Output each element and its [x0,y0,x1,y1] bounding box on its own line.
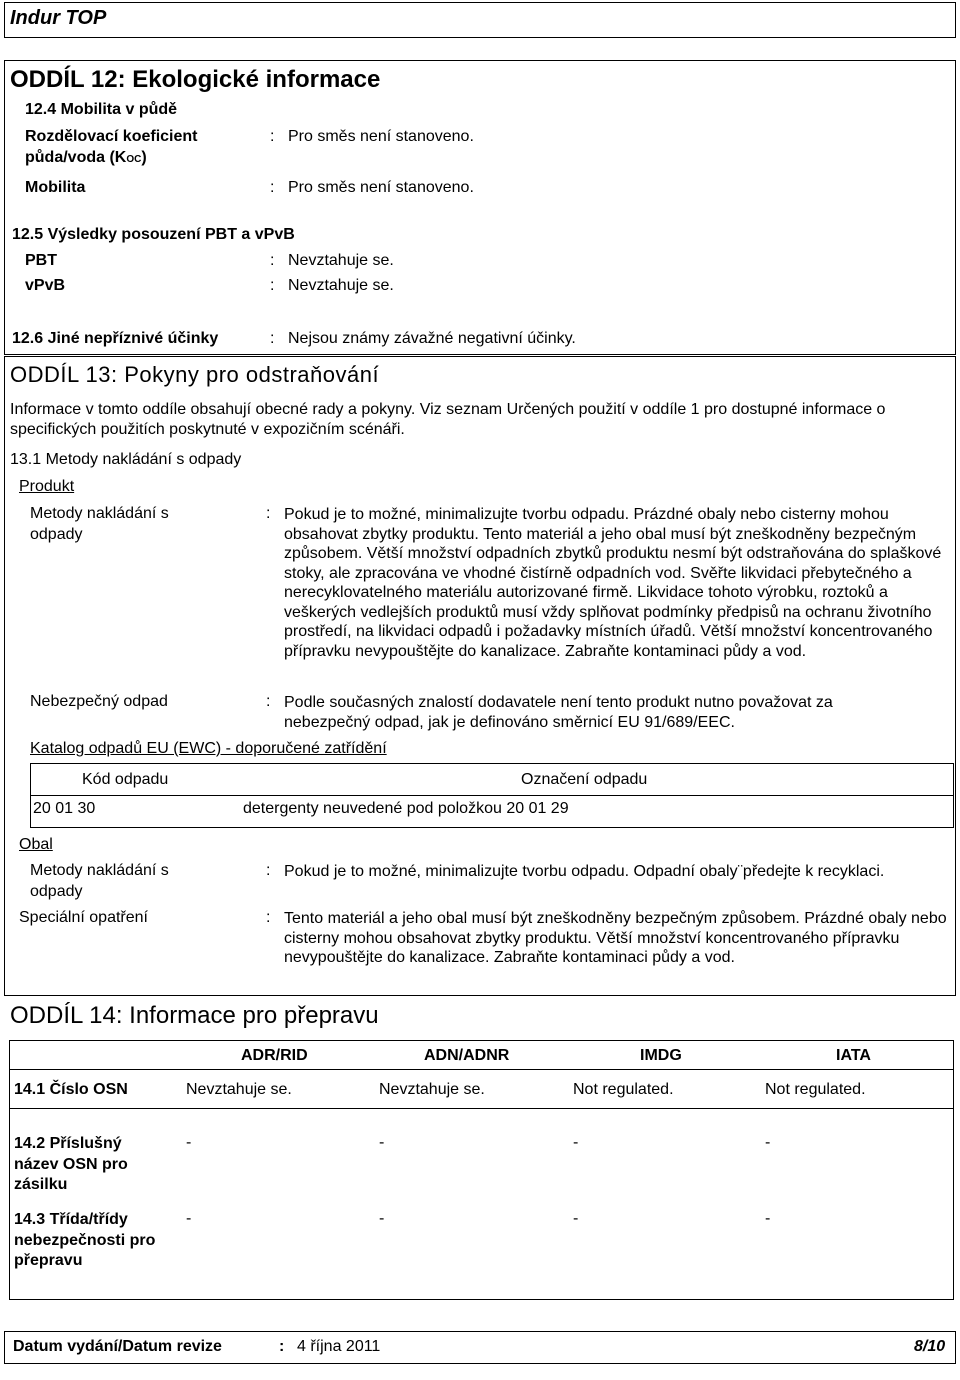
ewc-header-name: Označení odpadu [521,771,648,788]
specialni-text: Tento materiál a jeho obal musí být zneškodněny bezpečným způsobem. Prázdné obaly nebo cisterny mohou obsahovat zbytky produktu. Větší množství koncentrovaného přípravku nevypouštějte do kanalizace. Zabraňte kontaminaci půdy a vod. [284,910,947,966]
produkt-heading: Produkt [19,478,75,495]
pbt-label: PBT [25,252,57,269]
transport-header-adn: ADN/ADNR [424,1047,510,1064]
mobilita-value: Pro směs není stanoveno. [288,179,474,196]
ewc-header-code: Kód odpadu [82,771,169,788]
section-13-heading: ODDÍL 13: Pokyny pro odstraňování [10,362,380,387]
specialni-label: Speciální opatření [19,909,148,926]
nebezpecny-colon: : [266,693,271,710]
footer-label: Datum vydání/Datum revize [13,1338,222,1355]
koc-label-line1: Rozdělovací koeficient [25,128,198,145]
footer-colon: : [279,1338,285,1355]
specialni-colon: : [266,909,271,926]
nebezpecny-label: Nebezpečný odpad [30,693,168,710]
pbt-colon: : [270,252,275,269]
vpvb-label: vPvB [25,277,66,294]
mobilita-label: Mobilita [25,179,86,196]
transport-header-imdg: IMDG [640,1047,682,1064]
transport-row-1-label: 14.1 Číslo OSN [14,1081,128,1098]
transport-row-1-divider [9,1108,954,1109]
transport-row-2-label: 14.2 Příslušný název OSN pro zásilku [14,1135,128,1193]
section-13-intro: Informace v tomto oddíle obsahují obecné rady a pokyny. Viz seznam Určených použití v oddíle 1 pro dostupné informace o specifických použitích poskytnuté v expozičním scénáři. [10,401,886,438]
vpvb-colon: : [270,277,275,294]
transport-row-2-adn: - [379,1134,385,1151]
transport-header-iata: IATA [836,1047,871,1064]
transport-row-1-iata: Not regulated. [765,1081,866,1098]
transport-header-divider [9,1069,954,1070]
koc-colon: : [270,128,275,145]
transport-row-3-adn: - [379,1210,385,1227]
transport-row-3-iata: - [765,1210,771,1227]
section-14-heading: ODDÍL 14: Informace pro přepravu [10,1002,379,1029]
transport-row-2-iata: - [765,1134,771,1151]
transport-row-2-adr: - [186,1134,192,1151]
subsection-12-6-colon: : [270,330,275,347]
ewc-row-code: 20 01 30 [33,800,96,817]
transport-row-1-imdg: Not regulated. [573,1081,674,1098]
subsection-12-4: 12.4 Mobilita v půdě [25,101,178,118]
transport-row-1-adn: Nevztahuje se. [379,1081,485,1098]
katalog-heading: Katalog odpadů EU (EWC) - doporučené zatřídění [30,740,387,757]
transport-row-3-adr: - [186,1210,192,1227]
transport-row-1-adr: Nevztahuje se. [186,1081,292,1098]
nebezpecny-text: Podle současných znalostí dodavatele není tento produkt nutno považovat za nebezpečný odpad, jak je definováno směrnicí EU 91/689/EEC. [284,694,833,731]
transport-row-3-label: 14.3 Třída/třídy nebezpečnosti pro přepravu [14,1211,156,1269]
subsection-12-6-value: Nejsou známy závažné negativní účinky. [288,330,576,347]
section-12-heading: ODDÍL 12: Ekologické informace [10,66,381,93]
transport-header-adr: ADR/RID [241,1047,308,1064]
mobilita-colon: : [270,179,275,196]
transport-row-3-imdg: - [573,1210,579,1227]
pbt-value: Nevztahuje se. [288,252,394,269]
metody-label-line1: Metody nakládání s [30,505,169,522]
ewc-table-divider [30,795,954,796]
vpvb-value: Nevztahuje se. [288,277,394,294]
obal-metody-label-line2: odpady [30,883,83,900]
ewc-row-name: detergenty neuvedené pod položkou 20 01 29 [243,800,569,817]
footer-date: 4 října 2011 [297,1338,381,1355]
header-box [4,2,956,38]
metody-text: Pokud je to možné, minimalizujte tvorbu odpadu. Prázdné obaly nebo cisterny mohou obsahovat zbytky produktu. Tento materiál a jeho obal musí být zneškodněny bezpečným způsobem. Větší množství odpadních zbytků produktu nesmí být odstraňována do splaškové stoky, ale zpracována ve vhodné čistírně odpadních vod. Svěřte likvidaci přebytečného a nerecyklovatelného materiálu autorizované firmě. Likvidace tohoto výrobku, roztoků a veškerých vedlejších produktů musí vždy splňovat podmínky předpisů na ochranu životního prostředí, na likvidaci odpadů i požadavky místních úřadů. Větší množství koncentrovaného přípravku nevypouštějte do kanalizace. Zabraňte kontaminaci půdy a vod. [284,506,942,660]
metody-colon: : [266,505,271,522]
obal-metody-text: Pokud je to možné, minimalizujte tvorbu odpadu. Odpadní obaly¨předejte k recyklaci. [284,863,885,880]
obal-metody-colon: : [266,862,271,879]
subsection-12-5: 12.5 Výsledky posouzení PBT a vPvB [12,226,295,243]
obal-heading: Obal [19,836,53,853]
koc-value: Pro směs není stanoveno. [288,128,474,145]
koc-label-line2: půda/voda (KOC) [25,149,147,166]
subsection-13-1: 13.1 Metody nakládání s odpady [10,451,242,468]
footer-page-number: 8/10 [914,1338,946,1355]
metody-label-line2: odpady [30,526,83,543]
obal-metody-label-line1: Metody nakládání s [30,862,169,879]
header-title: Indur TOP [10,7,107,29]
transport-row-2-imdg: - [573,1134,579,1151]
subsection-12-6: 12.6 Jiné nepříznivé účinky [12,330,219,347]
